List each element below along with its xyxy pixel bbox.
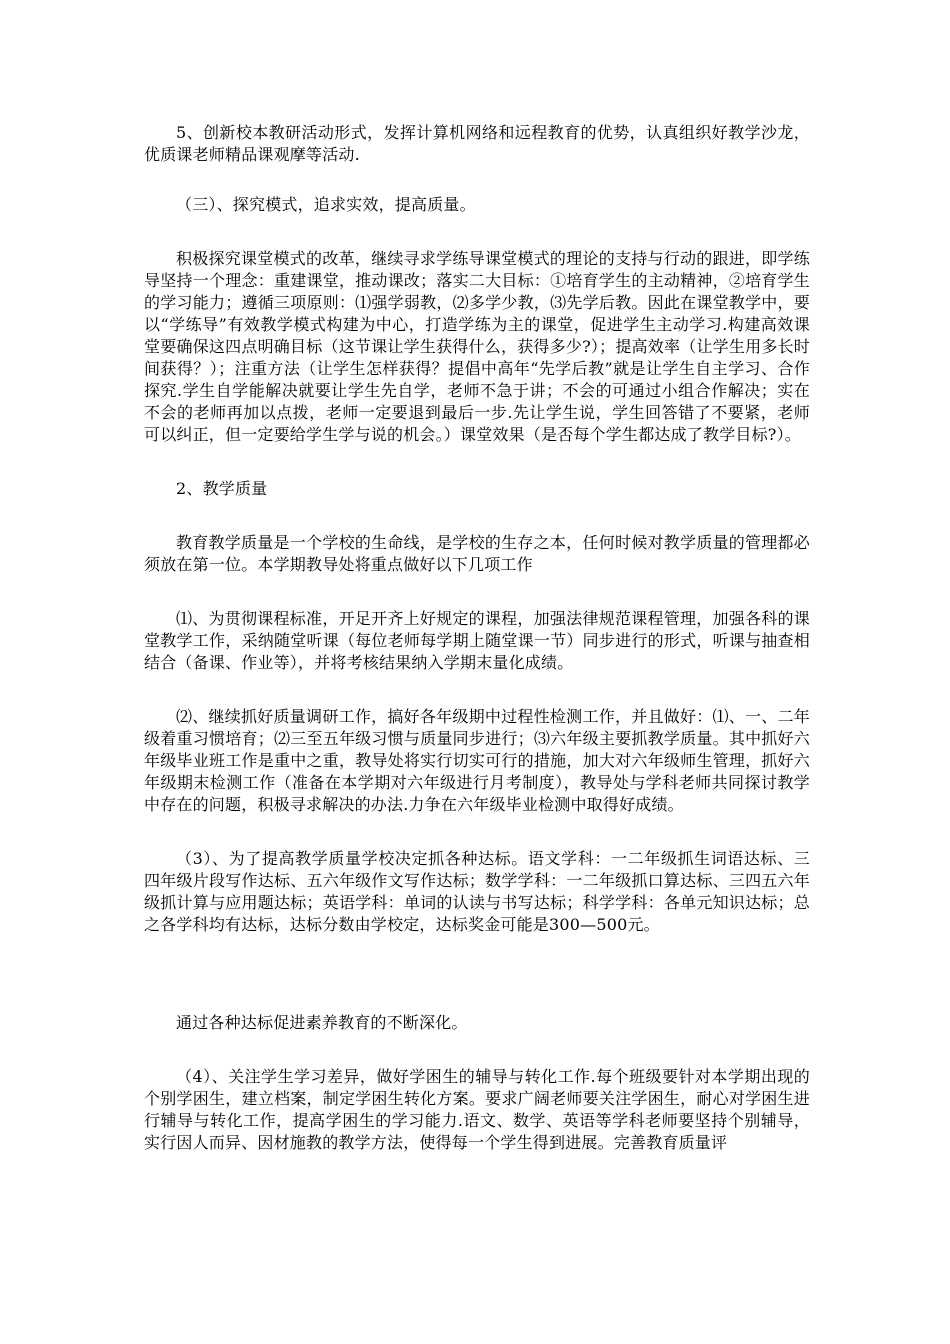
document-body — [144, 122, 810, 1154]
paragraph-quality-intro: 教育教学质量是一个学校的生命线，是学校的生存之本，任何时候对教学质量的管理都必须放在第一位。本学期教导处将重点做好以下几项工作 — [144, 533, 810, 574]
paragraph-item-1-curriculum: ⑴、为贯彻课程标准，开足开齐上好规定的课程，加强法律规范课程管理，加强各科的课堂教学工作，采纳随堂听课（每位老师每学期上随堂课一节）同步进行的形式，听课与抽查相结合（备课、作业等），并将考核结果纳入学期末量化成绩。 — [144, 609, 810, 672]
paragraph-spacer — [144, 936, 810, 1012]
paragraph-spacer — [144, 576, 810, 608]
paragraph-spacer — [144, 1034, 810, 1066]
paragraph-classroom-model: 积极探究课堂模式的改革，继续寻求学练导课堂模式的理论的支持与行动的跟进，即学练导坚持一个理念：重建课堂，推动课改；落实二大目标：①培育学生的主动精神，②培育学生的学习能力；遵循三项原则：⑴强学弱教，⑵多学少教，⑶先学后教。因此在课堂教学中，要以“学练导”有效教学模式构建为中心，打造学练为主的课堂，促进学生主动学习.构建高效课堂要确保这四点明确目标（这节课让学生获得什么，获得多少?）；提高效率（让学生用多长时间获得？）；注重方法（让学生怎样获得？提倡中高年“先学后教”就是让学生自主学习、合作探究.学生自学能解决就要让学生先自学，老师不急于讲；不会的可通过小组合作解决；实在不会的老师再加以点拨，老师一定要退到最后一步.先让学生说，学生回答错了不要紧，老师可以纠正，但一定要给学生学与说的机会。）课堂效果（是否每个学生都达成了教学目标?）。 — [144, 249, 810, 444]
paragraph-standards-summary: 通过各种达标促进素养教育的不断深化。 — [176, 1013, 468, 1032]
paragraph-spacer — [144, 166, 810, 194]
paragraph-spacer — [144, 500, 810, 532]
paragraph-item-4-struggling-students: （4）、关注学生学习差异，做好学困生的辅导与转化工作.每个班级要针对本学期出现的个别学困生，建立档案，制定学困生转化方案。要求广阔老师要关注学困生，耐心对学困生进行辅导与转化工作，提高学困生的学习能力.语文、数学、英语等学科老师要坚持个别辅导，实行因人而异、因材施教的教学方法，使得每一个学生得到进展。完善教育质量评 — [144, 1067, 810, 1152]
paragraph-spacer — [144, 674, 810, 706]
paragraph-spacer — [144, 216, 810, 248]
section-heading-teaching-quality: 2、教学质量 — [176, 479, 268, 498]
paragraph-item-2-quality-survey: ⑵、继续抓好质量调研工作，搞好各年级期中过程性检测工作，并且做好：⑴、一、二年级着重习惯培育；⑵三至五年级习惯与质量同步进行；⑶六年级主要抓教学质量。其中抓好六年级毕业班工作是重中之重，教导处将实行切实可行的措施，加大对六年级师生管理，抓好六年级期末检测工作（准备在本学期对六年级进行月考制度），教导处与学科老师共同探讨教学中存在的问题，积极寻求解决的办法.力争在六年级毕业检测中取得好成绩。 — [144, 707, 810, 814]
paragraph-item-5-innovation: 5、创新校本教研活动形式，发挥计算机网络和远程教育的优势，认真组织好教学沙龙，优质课老师精品课观摩等活动. — [144, 123, 810, 164]
paragraph-item-3-standards: （3）、为了提高教学质量学校决定抓各种达标。语文学科：一二年级抓生词语达标、三四年级片段写作达标、五六年级作文写作达标；数学学科：一二年级抓口算达标、三四五六年级抓计算与应用题达标；英语学科：单词的认读与书写达标；科学学科：各单元知识达标；总之各学科均有达标，达标分数由学校定，达标奖金可能是300—500元。 — [144, 849, 810, 934]
section-heading-explore-model: （三）、探究模式，追求实效，提高质量。 — [176, 195, 476, 214]
paragraph-spacer — [144, 446, 810, 478]
paragraph-spacer — [144, 816, 810, 848]
